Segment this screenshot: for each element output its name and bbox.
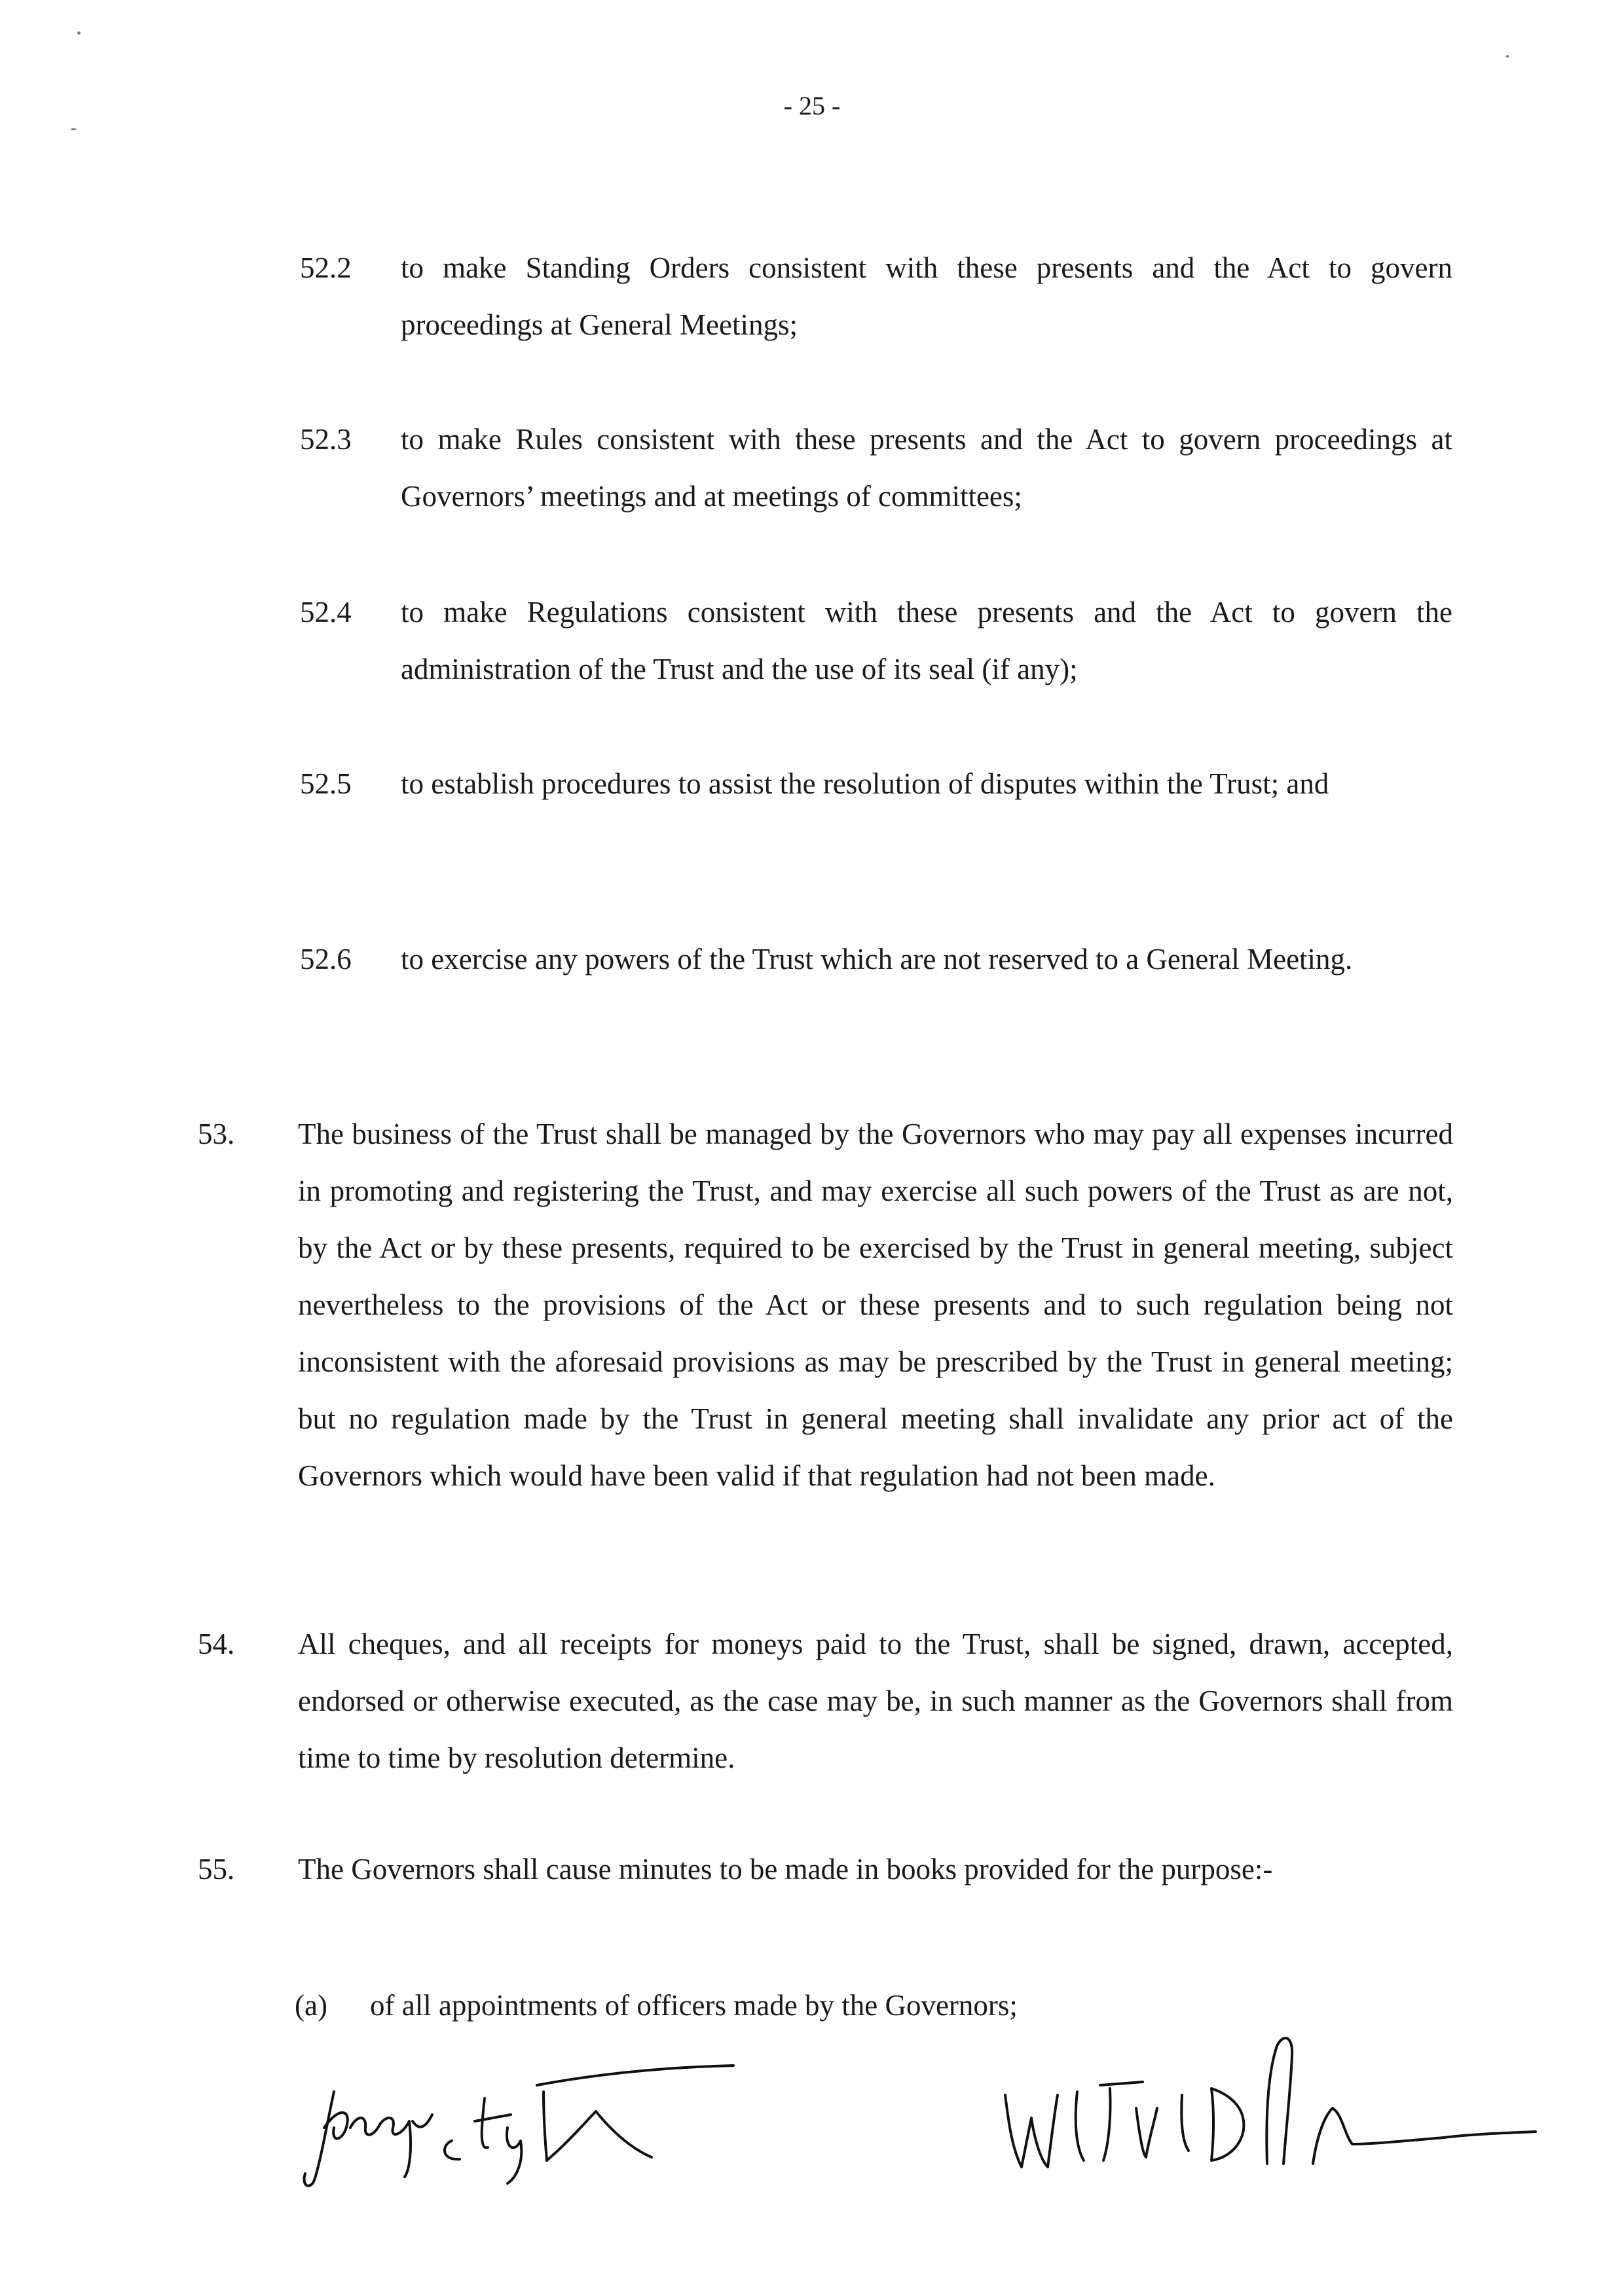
subclause-number: 52.2: [300, 251, 352, 284]
signature-right: [986, 2010, 1549, 2187]
subclause-number: 52.3: [300, 423, 352, 456]
clause-text: All cheques, and all receipts for moneys paid to the Trust, shall be signed, drawn, accepted, endorsed or otherwise executed, as the case may be, in such manner as the Governors shall from time to time by resolution determine.: [298, 1628, 1453, 1774]
scan-speck: [1506, 55, 1509, 58]
list-item-label: (a): [295, 1989, 327, 2022]
clause-number: 55.: [198, 1853, 235, 1886]
clause-number: 53.: [198, 1118, 235, 1150]
subclause-text: to exercise any powers of the Trust which are not reserved to a General Meeting.: [401, 943, 1353, 975]
subclause-number: 52.5: [300, 767, 352, 800]
clause-text: The business of the Trust shall be managed by the Governors who may pay all expenses incurred in promoting and registering the Trust, and may exercise all such powers of the Trust as are not, by the Act or by these presents, required to be exercised by the Trust in general meeting, subject nevertheless to the provisions of the Act or these presents and to such regulation being not inconsistent with the aforesaid provisions as may be prescribed by the Trust in general meeting; but no regulation made by the Trust in general meeting shall invalidate any prior act of the Governors which would have been valid if that regulation had not been made.: [298, 1118, 1453, 1492]
subclause-text: to establish procedures to assist the resolution of disputes within the Trust; and: [401, 767, 1329, 800]
clause-text: The Governors shall cause minutes to be made in books provided for the purpose:-: [298, 1853, 1273, 1886]
clause-number: 54.: [198, 1628, 235, 1660]
list-item-text: of all appointments of officers made by the Governors;: [370, 1989, 1018, 2022]
subclause-text: to make Rules consistent with these presents and the Act to govern proceedings at Governors’ meetings and at meetings of committees;: [401, 423, 1452, 513]
scan-speck: [77, 31, 81, 35]
subclause-number: 52.6: [300, 943, 352, 975]
subclause-text: to make Standing Orders consistent with these presents and the Act to govern proceedings at General Meetings;: [401, 251, 1452, 341]
page-number: - 25 -: [783, 91, 841, 120]
subclause-text: to make Regulations consistent with these presents and the Act to govern the administration of the Trust and the use of its seal (if any);: [401, 596, 1452, 685]
signature-left: [288, 2030, 760, 2193]
subclause-number: 52.4: [300, 596, 352, 629]
scan-speck: [71, 128, 77, 130]
